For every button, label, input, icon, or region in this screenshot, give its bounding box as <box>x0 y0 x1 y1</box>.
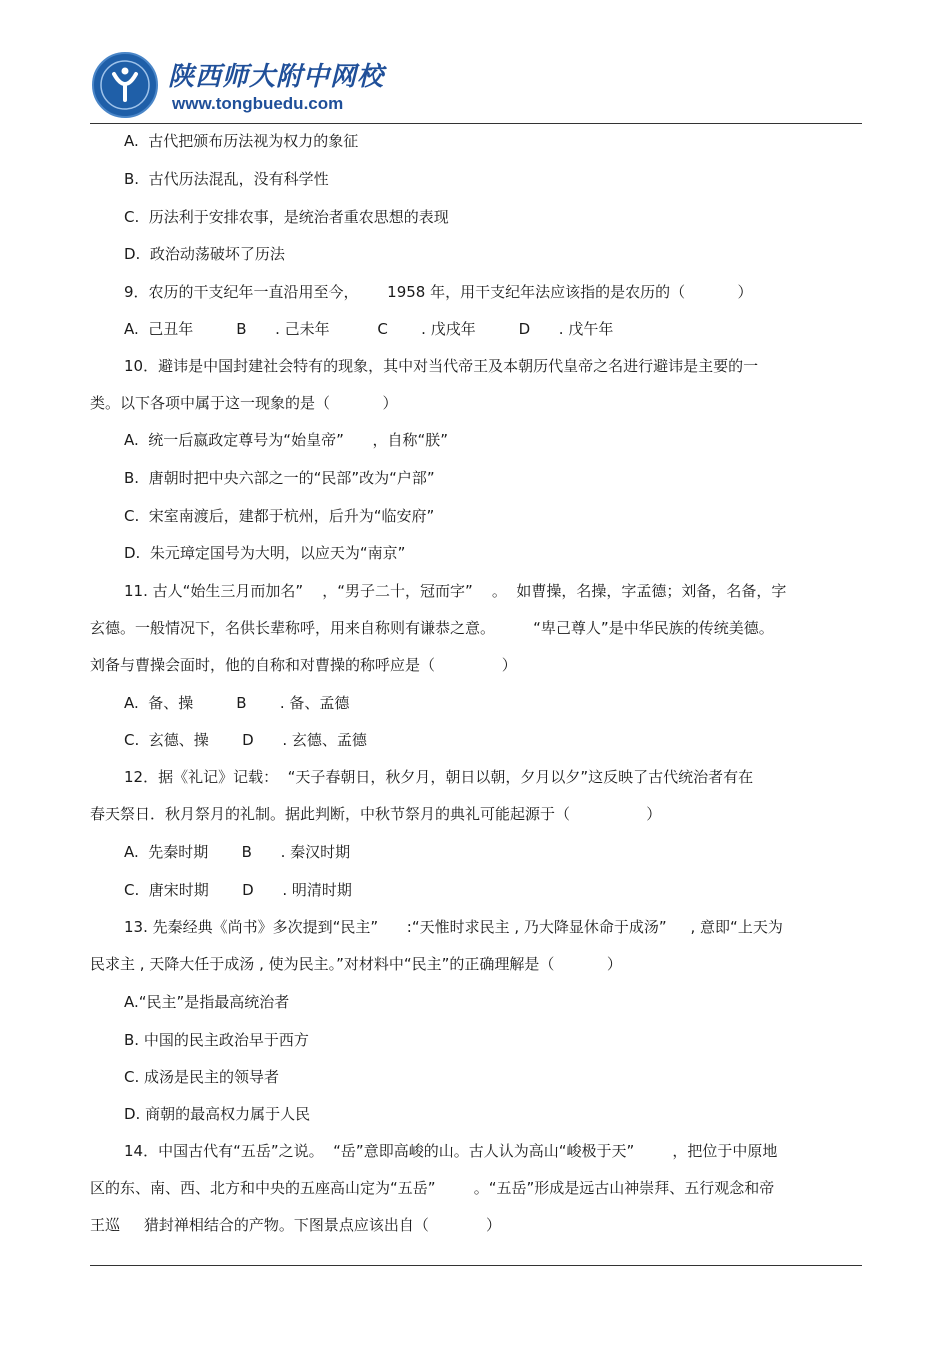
option-line: C. 唐宋时期 D . 明清时期 <box>124 881 352 899</box>
question-line: 10．避讳是中国封建社会特有的现象，其中对当代帝王及本朝历代皇帝之名进行避讳是主要的一 <box>124 357 759 375</box>
option-line: D. 政治动荡破坏了历法 <box>124 245 285 263</box>
option-line: B. 中国的民主政治早于西方 <box>124 1031 309 1049</box>
option-line: A. 先秦时期 B . 秦汉时期 <box>124 843 351 861</box>
option-line: A.“民主”是指最高统治者 <box>124 993 290 1011</box>
school-logo-icon <box>92 52 158 118</box>
site-url[interactable]: www.tongbuedu.com <box>172 94 344 113</box>
option-line: C. 玄德、操 D . 玄德、孟德 <box>124 731 367 749</box>
option-line: C. 宋室南渡后，建都于杭州，后升为“临安府” <box>124 507 435 525</box>
question-line: 民求主 , 天降大任于成汤 , 使为民主。”对材料中“民主”的正确理解是（ ） <box>90 955 622 973</box>
question-line: 11. 古人“始生三月而加名” ，“男子二十，冠而字” 。 如曹操，名操，字孟德；刘备，名备，字 <box>124 582 787 600</box>
question-line: 12．据《礼记》记载： “天子春朝日，秋夕月，朝日以朝，夕月以夕”这反映了古代统治者有在 <box>124 768 754 786</box>
option-line: A. 备、操 B . 备、孟德 <box>124 694 350 712</box>
footer-divider <box>90 1265 862 1266</box>
question-line: 玄德。一般情况下，名供长辈称呼，用来自称则有谦恭之意。 “卑己尊人”是中华民族的传统美德。 <box>90 619 774 637</box>
option-line: A. 古代把颁布历法视为权力的象征 <box>124 132 359 150</box>
school-name: 陕西师大附中网校 <box>168 62 385 92</box>
question-line: 13. 先秦经典《尚书》多次提到“民主” :“天惟时求民主 , 乃大降显休命于成汤” , 意即“上天为 <box>124 918 783 936</box>
question-line: 春天祭日．秋月祭月的礼制。据此判断，中秋节祭月的典礼可能起源于（ ） <box>90 805 662 823</box>
option-line: D. 商朝的最高权力属于人民 <box>124 1105 311 1123</box>
question-line: 区的东、南、西、北方和中央的五座高山定为“五岳” 。“五岳”形成是远古山神崇拜、五行观念和帝 <box>90 1179 775 1197</box>
question-line: 14．中国古代有“五岳”之说。 “岳”意即高峻的山。古人认为高山“峻极于天” ，把位于中原地 <box>124 1142 778 1160</box>
question-line: 刘备与曹操会面时，他的自称和对曹操的称呼应是（ ） <box>90 656 517 674</box>
page-header <box>90 40 862 124</box>
option-line: B. 古代历法混乱，没有科学性 <box>124 170 329 188</box>
option-line: D. 朱元璋定国号为大明，以应天为“南京” <box>124 544 406 562</box>
question-line: 9．农历的干支纪年一直沿用至今， 1958 年，用干支纪年法应该指的是农历的（ ） <box>124 283 753 301</box>
option-line: A. 统一后嬴政定尊号为“始皇帝” ，自称“朕” <box>124 431 448 449</box>
option-line: A. 己丑年 B . 己未年 C . 戊戌年 D . 戊午年 <box>124 320 614 338</box>
option-line: C. 历法利于安排农事，是统治者重农思想的表现 <box>124 208 449 226</box>
header-divider <box>90 123 862 124</box>
option-line: B. 唐朝时把中央六部之一的“民部”改为“户部” <box>124 469 435 487</box>
option-line: C. 成汤是民主的领导者 <box>124 1068 280 1086</box>
question-line: 王巡 猎封禅相结合的产物。下图景点应该出自（ ） <box>90 1216 502 1234</box>
question-line: 类。以下各项中属于这一现象的是（ ） <box>90 394 398 412</box>
